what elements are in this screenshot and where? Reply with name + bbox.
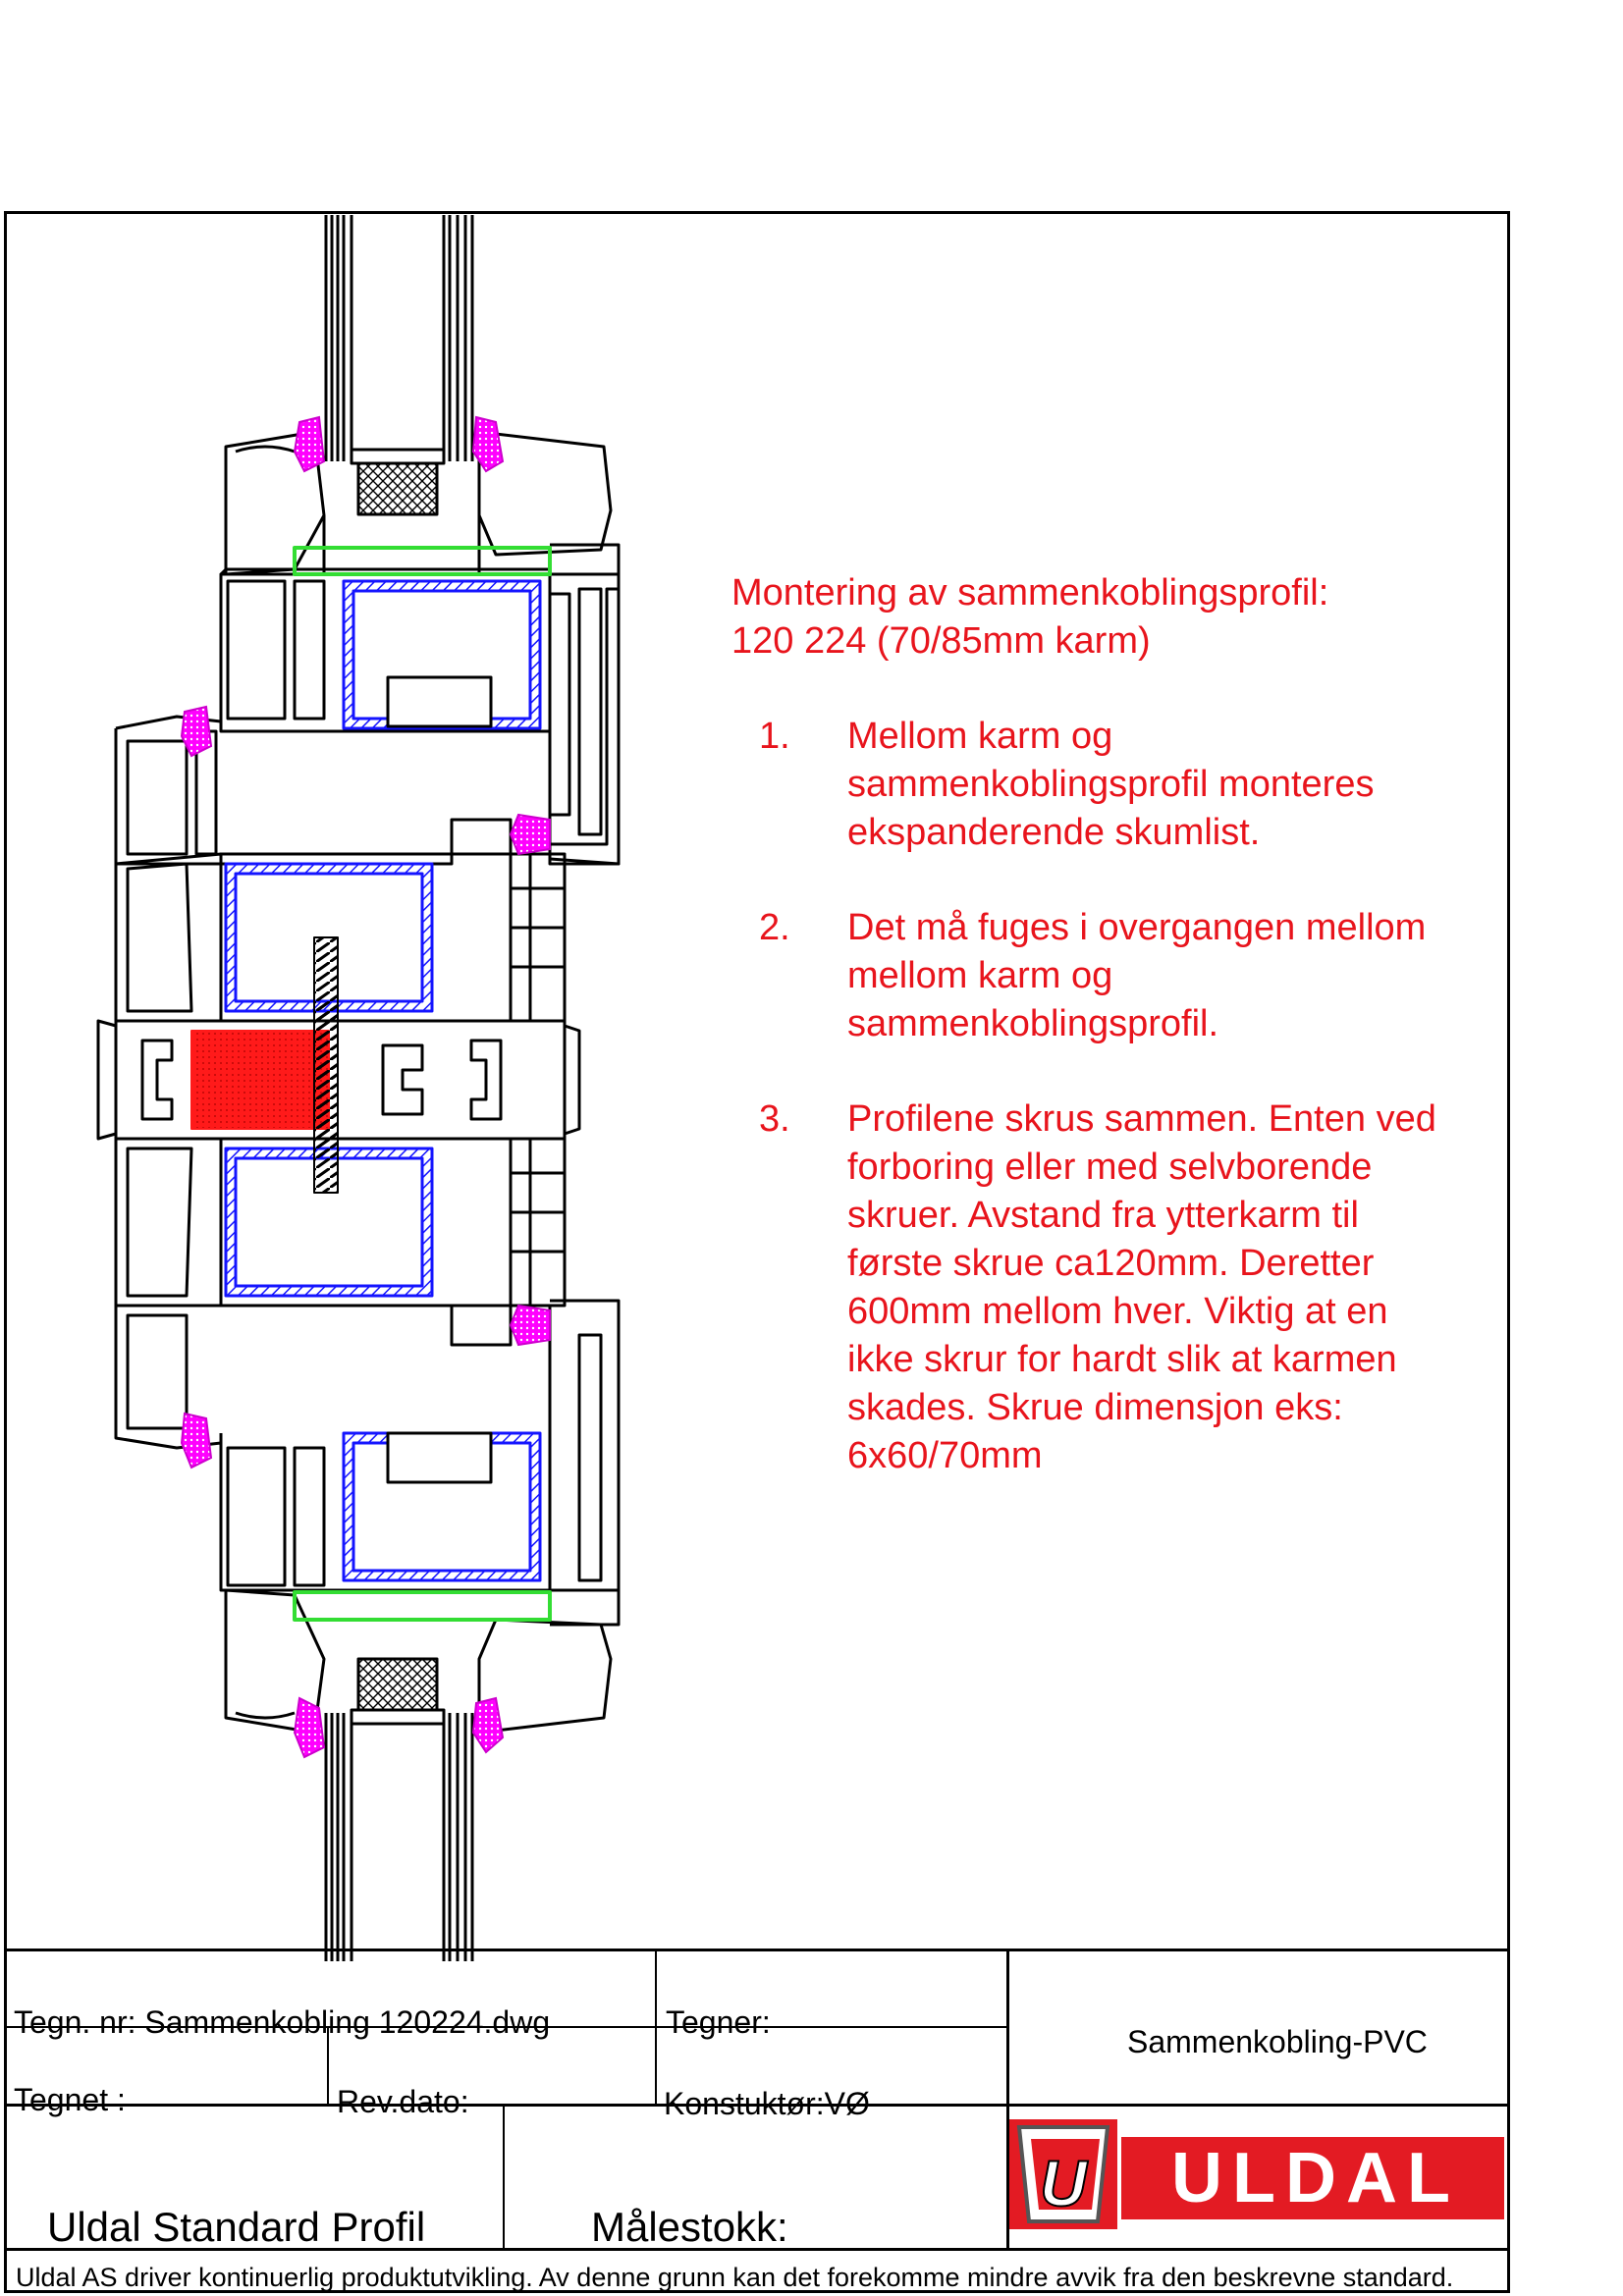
drawer-label: Tegner: <box>666 2004 771 2040</box>
item-text: Mellom karm og sammenkoblingsprofil monteres ekspanderende skumlist. <box>847 716 1375 853</box>
list-item <box>731 713 1438 857</box>
logo-letter: U <box>1040 2147 1087 2219</box>
list-item <box>731 904 1438 1048</box>
notes-list <box>731 713 1438 1480</box>
notes-heading-line1: Montering av sammenkoblingsprofil: <box>731 572 1329 614</box>
revision-date-label: Rev.dato: <box>337 2084 469 2119</box>
glass-panes-bottom <box>326 1659 472 1961</box>
drawn-label: Tegnet : <box>14 2082 126 2117</box>
drawing-title: Sammenkobling-PVC <box>1127 2024 1428 2059</box>
notes-heading-line2: 120 224 (70/85mm karm) <box>731 620 1151 662</box>
uldal-logo <box>1003 2115 1504 2233</box>
glass-panes-top <box>326 215 472 514</box>
logo-wordmark: ULDAL <box>1171 2139 1460 2217</box>
item-number: 3. <box>759 1098 790 1140</box>
constructor-label: Konstuktør:VØ <box>664 2086 870 2121</box>
item-number: 1. <box>759 716 790 757</box>
scale-label: Målestokk: <box>591 2204 788 2250</box>
mounting-notes <box>731 569 1438 1527</box>
expanding-foam-strip <box>191 1031 329 1129</box>
item-number: 2. <box>759 907 790 948</box>
item-text: Det må fuges i overgangen mellom mellom karm og sammenkoblingsprofil. <box>847 907 1427 1044</box>
glazing-bead-bottom <box>295 1592 550 1620</box>
disclaimer: Uldal AS driver kontinuerlig produktutvikling. Av denne grunn kan det forekomme mindre avvik fra den beskrevne standard. <box>16 2263 1454 2292</box>
item-text: Profilene skrus sammen. Enten ved forboring eller med selvborende skruer. Avstand fra ytterkarm til første skrue ca120mm. Deretter 600mm mellom hver. Viktig at en ikke skrur for hardt slik at karmen skades. Skrue dimensjon eks: 6x60/70mm <box>847 1098 1436 1476</box>
profile-series: Uldal Standard Profil <box>47 2204 426 2250</box>
drawing-number: Tegn. nr: Sammenkobling 120224.dwg <box>14 2004 551 2040</box>
notes-heading <box>731 569 1438 666</box>
list-item <box>731 1095 1438 1480</box>
